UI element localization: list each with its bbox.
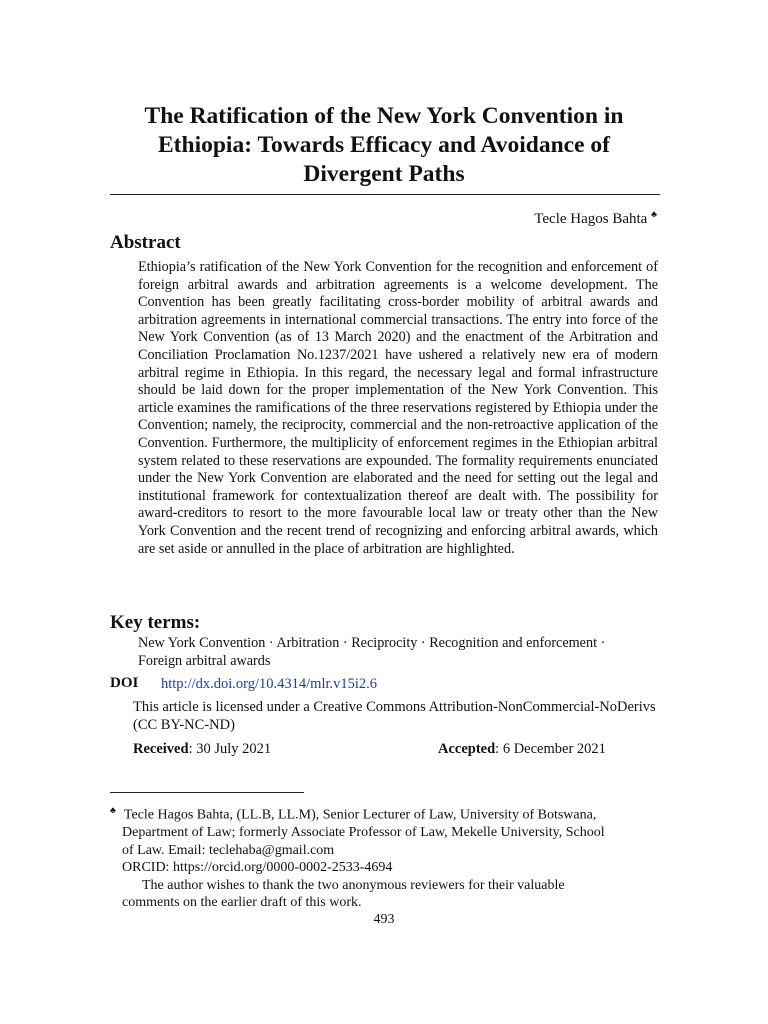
accepted-value: : 6 December 2021 — [495, 741, 606, 757]
key-terms-heading: Key terms: — [110, 612, 201, 633]
footnote-line: comments on the earlier draft of this work. — [122, 895, 362, 911]
abstract-text: Ethiopia’s ratification of the New York Convention for the recognition and enforcement of foreign arbitral awards and arbitration agreements is a welcome development. The Convention has been greatly facilitating cross-border mobility of arbitral awards and arbitration agreements in international commercial transactions. The entry into force of the New York Convention (as of 13 March 2020) and the enactment of the Arbitration and Conciliation Proclamation No.1237/2021 have ushered a relatively new era of modern arbitral regime in Ethiopia. In this regard, the necessary legal and formal infrastructure should be laid down for the proper implementation of the New York Convention. This article examines the ramifications of the three reservations registered by Ethiopia under the Convention; namely, the reciprocity, commercial and the non-retroactive application of the Convention. Furthermore, the multiplicity of enforcement regimes in the Ethiopian arbitral system related to these reservations are expounded. The formality requirements enunciated under the New York Convention are elaborated and the need for setting out the legal and institutional framework for contextualization thereof are dealt with. The possibility for award-creditors to resort to the more favourable local law or treaty other than the New York Convention and the recent trend of recognizing and enforcing arbitral awards, which are set aside or annulled in the place of arbitration are highlighted. — [138, 259, 658, 557]
abstract-heading: Abstract — [110, 232, 181, 253]
author-footnote-marker[interactable]: ♣ — [651, 209, 657, 219]
footnote-divider — [110, 792, 304, 793]
key-terms-text: New York Convention · Arbitration · Reciprocity · Recognition and enforcement · Foreign arbitral awards — [138, 635, 606, 669]
received-date — [133, 741, 271, 758]
footnote-line: The author wishes to thank the two anonymous reviewers for their valuable — [142, 877, 565, 893]
received-label: Received — [133, 741, 189, 757]
page-number: 493 — [373, 912, 395, 927]
footnote-line: ♣ Tecle Hagos Bahta, (LL.B, LL.M), Senior Lecturer of Law, University of Botswana, — [110, 805, 597, 823]
accepted-date — [438, 741, 606, 758]
footnote-marker: ♣ — [110, 805, 116, 815]
accepted-label: Accepted — [438, 741, 496, 757]
footnote-line: of Law. Email: teclehaba@gmail.com — [122, 842, 335, 858]
article-title: The Ratification of the New York Convention in Ethiopia: Towards Efficacy and Avoidance of Divergent Paths — [144, 103, 624, 187]
author-name: Tecle Hagos Bahta — [534, 211, 648, 227]
received-value: : 30 July 2021 — [188, 741, 272, 757]
license-notice: This article is licensed under a Creative Commons Attribution-NonCommercial-NoDerivs (CC BY-NC-ND) — [133, 699, 656, 733]
doi-label: DOI — [110, 675, 139, 691]
title-divider — [110, 194, 660, 195]
footnote-line: ORCID: https://orcid.org/0000-0002-2533-4694 — [122, 860, 393, 876]
author-footnote — [110, 802, 660, 912]
author-line — [534, 205, 657, 228]
footnote-line: Department of Law; formerly Associate Professor of Law, Mekelle University, School — [122, 825, 605, 841]
doi-link[interactable]: http://dx.doi.org/10.4314/mlr.v15i2.6 — [161, 676, 378, 692]
